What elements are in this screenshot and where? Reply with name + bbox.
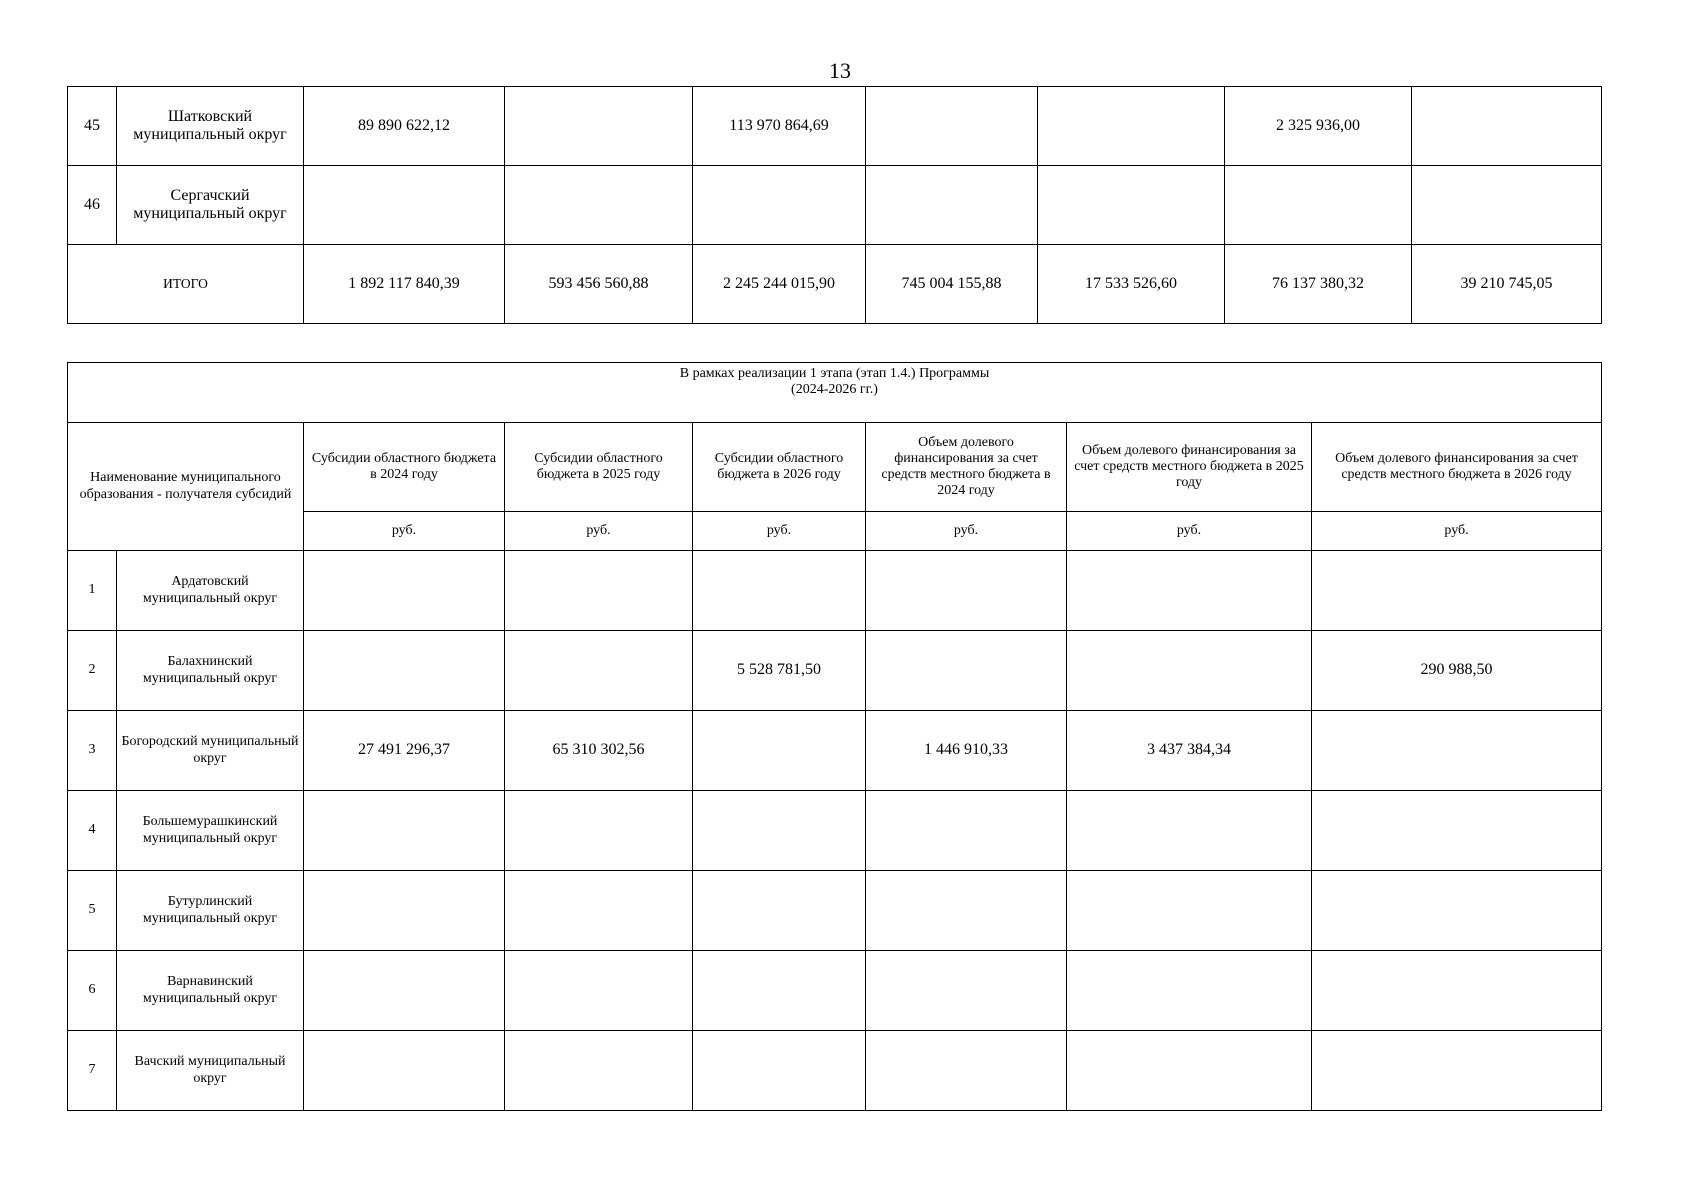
budget-table-continued: [67, 86, 1602, 324]
municipality-name: Шатковский муниципальный округ: [117, 87, 304, 166]
name-column-header: Наименование муниципального образования - получателя субсидий: [68, 423, 304, 551]
unit-label: руб.: [1312, 512, 1602, 551]
table-cell: [866, 871, 1067, 951]
table-cell: [505, 871, 693, 951]
table-cell: 65 310 302,56: [505, 711, 693, 791]
table-cell: [505, 551, 693, 631]
table-cell: [693, 551, 866, 631]
table-cell: [1412, 166, 1602, 245]
table-cell: [1312, 951, 1602, 1031]
table-cell: [1038, 87, 1225, 166]
table-row: [68, 951, 1602, 1031]
subsidy-table-stage-1-4: [67, 362, 1602, 1111]
table-cell: [1312, 871, 1602, 951]
table-cell: [1312, 791, 1602, 871]
table-cell: [866, 166, 1038, 245]
column-header: Субсидии областного бюджета в 2025 году: [505, 423, 693, 512]
table-row: [68, 791, 1602, 871]
municipality-name: Бутурлинский муниципальный округ: [117, 871, 304, 951]
unit-label: руб.: [866, 512, 1067, 551]
table-title-line1: В рамках реализации 1 этапа (этап 1.4.) Программы: [679, 366, 990, 381]
table-cell: 1 446 910,33: [866, 711, 1067, 791]
table-cell: [1412, 87, 1602, 166]
table-cell: [693, 791, 866, 871]
table-row: [68, 631, 1602, 711]
table-cell: [866, 551, 1067, 631]
total-label: ИТОГО: [68, 245, 304, 324]
table-cell: [304, 551, 505, 631]
row-number: 1: [68, 551, 117, 631]
total-cell: 593 456 560,88: [505, 245, 693, 324]
table-cell: [866, 87, 1038, 166]
table-title: [68, 363, 1602, 423]
municipality-name: Варнавинский муниципальный округ: [117, 951, 304, 1031]
table-cell: [866, 791, 1067, 871]
table-cell: 113 970 864,69: [693, 87, 866, 166]
table-cell: [866, 631, 1067, 711]
row-number: 4: [68, 791, 117, 871]
table-cell: [304, 631, 505, 711]
table-cell: [505, 791, 693, 871]
column-header: Объем долевого финансирования за счет средств местного бюджета в 2025 году: [1067, 423, 1312, 512]
municipality-name: Ардатовский муниципальный округ: [117, 551, 304, 631]
table-cell: [1067, 871, 1312, 951]
total-cell: 76 137 380,32: [1225, 245, 1412, 324]
table-title-line2: (2024-2026 гг.): [791, 382, 878, 398]
table-cell: [304, 166, 505, 245]
table-cell: 89 890 622,12: [304, 87, 505, 166]
table-cell: [505, 166, 693, 245]
table-cell: [693, 711, 866, 791]
municipality-name: Балахнинский муниципальный округ: [117, 631, 304, 711]
unit-label: руб.: [1067, 512, 1312, 551]
municipality-name: Вачский муниципальный округ: [117, 1031, 304, 1111]
row-number: 6: [68, 951, 117, 1031]
table-cell: [693, 1031, 866, 1111]
table-cell: [1038, 166, 1225, 245]
municipality-name: Большемурашкинский муниципальный округ: [117, 791, 304, 871]
table-cell: [505, 631, 693, 711]
table-cell: [1312, 551, 1602, 631]
table-cell: [505, 1031, 693, 1111]
table-title-row: [68, 363, 1602, 423]
header-row: [68, 423, 1602, 512]
column-header: Субсидии областного бюджета в 2026 году: [693, 423, 866, 512]
table-cell: [304, 1031, 505, 1111]
table-cell: [1067, 551, 1312, 631]
table-cell: [693, 166, 866, 245]
unit-label: руб.: [693, 512, 866, 551]
table-cell: [1312, 711, 1602, 791]
column-header: Субсидии областного бюджета в 2024 году: [304, 423, 505, 512]
table-cell: [1067, 951, 1312, 1031]
table-row: [68, 1031, 1602, 1111]
total-row: [68, 245, 1602, 324]
table-cell: [693, 951, 866, 1031]
table-cell: 5 528 781,50: [693, 631, 866, 711]
total-cell: 17 533 526,60: [1038, 245, 1225, 324]
table-cell: [505, 951, 693, 1031]
table-cell: [693, 871, 866, 951]
table-cell: [1225, 166, 1412, 245]
table-cell: 2 325 936,00: [1225, 87, 1412, 166]
column-header: Объем долевого финансирования за счет средств местного бюджета в 2024 году: [866, 423, 1067, 512]
row-number: 3: [68, 711, 117, 791]
total-cell: 2 245 244 015,90: [693, 245, 866, 324]
unit-label: руб.: [304, 512, 505, 551]
table-cell: [304, 871, 505, 951]
municipality-name: Сергачский муниципальный округ: [117, 166, 304, 245]
page-number: 13: [829, 58, 851, 83]
column-header: Объем долевого финансирования за счет средств местного бюджета в 2026 году: [1312, 423, 1602, 512]
municipality-name: Богородский муниципальный округ: [117, 711, 304, 791]
table-cell: 290 988,50: [1312, 631, 1602, 711]
unit-label: руб.: [505, 512, 693, 551]
table-cell: [1067, 791, 1312, 871]
table-cell: [1312, 1031, 1602, 1111]
table-row: [68, 871, 1602, 951]
row-number: 45: [68, 87, 117, 166]
row-number: 46: [68, 166, 117, 245]
table-row: [68, 711, 1602, 791]
table-cell: [505, 87, 693, 166]
row-number: 2: [68, 631, 117, 711]
total-cell: 39 210 745,05: [1412, 245, 1602, 324]
table-cell: [866, 951, 1067, 1031]
total-cell: 1 892 117 840,39: [304, 245, 505, 324]
table-cell: [1067, 1031, 1312, 1111]
table-cell: [1067, 631, 1312, 711]
table-row: [68, 87, 1602, 166]
row-number: 7: [68, 1031, 117, 1111]
table-cell: [866, 1031, 1067, 1111]
table-row: [68, 166, 1602, 245]
table-row: [68, 551, 1602, 631]
table-cell: 3 437 384,34: [1067, 711, 1312, 791]
row-number: 5: [68, 871, 117, 951]
table-cell: 27 491 296,37: [304, 711, 505, 791]
total-cell: 745 004 155,88: [866, 245, 1038, 324]
table-cell: [304, 951, 505, 1031]
table-cell: [304, 791, 505, 871]
